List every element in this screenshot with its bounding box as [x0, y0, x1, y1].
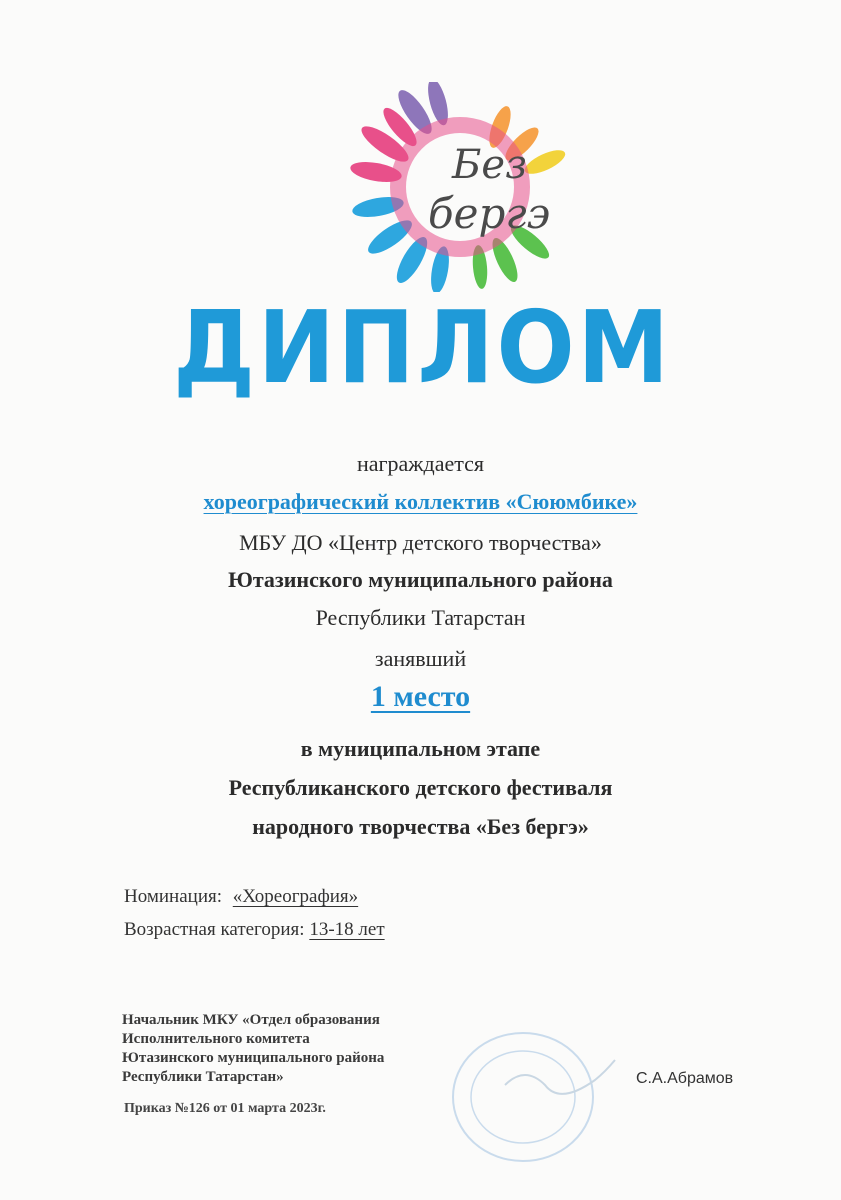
position-line-3: Ютазинского муниципального района: [122, 1050, 385, 1066]
official-stamp: [445, 1025, 625, 1165]
nomination-row: [124, 885, 358, 909]
recipient-name: хореографический коллектив «Сююмбике»: [203, 489, 638, 514]
place-text: 1 место: [370, 680, 471, 713]
logo-text-bottom: бергэ: [428, 189, 551, 238]
age-label: Возрастная категория:: [124, 919, 305, 940]
position-line-2: Исполнительного комитета: [122, 1031, 310, 1047]
nomination-value: «Хореография»: [232, 886, 359, 907]
order-reference: Приказ №126 от 01 марта 2023г.: [124, 1101, 326, 1116]
event-line-1: в муниципальном этапе: [300, 736, 541, 761]
took-text: занявший: [374, 646, 467, 671]
event-line-3: народного творчества «Без бергэ»: [252, 814, 589, 839]
position-line-4: Республики Татарстан»: [122, 1069, 284, 1085]
nomination-label: Номинация:: [124, 886, 223, 907]
event-line-2: Республиканского детского фестиваля: [228, 775, 613, 800]
position-line-1: Начальник МКУ «Отдел образования: [122, 1012, 380, 1028]
organization-line-2: Ютазинского муниципального района: [228, 567, 613, 592]
festival-logo: [340, 82, 590, 292]
signatory-position: [122, 1011, 384, 1087]
organization-line-3: Республики Татарстан: [315, 605, 526, 630]
age-value: 13-18 лет: [309, 919, 385, 940]
organization-line-1: МБУ ДО «Центр детского творчества»: [239, 530, 602, 555]
signatory-name: С.А.Абрамов: [636, 1070, 734, 1087]
awarded-text: награждается: [356, 451, 484, 476]
logo-text-top: Без: [452, 142, 527, 188]
age-row: [124, 918, 385, 942]
diploma-title: ДИПЛОМ: [173, 289, 672, 406]
